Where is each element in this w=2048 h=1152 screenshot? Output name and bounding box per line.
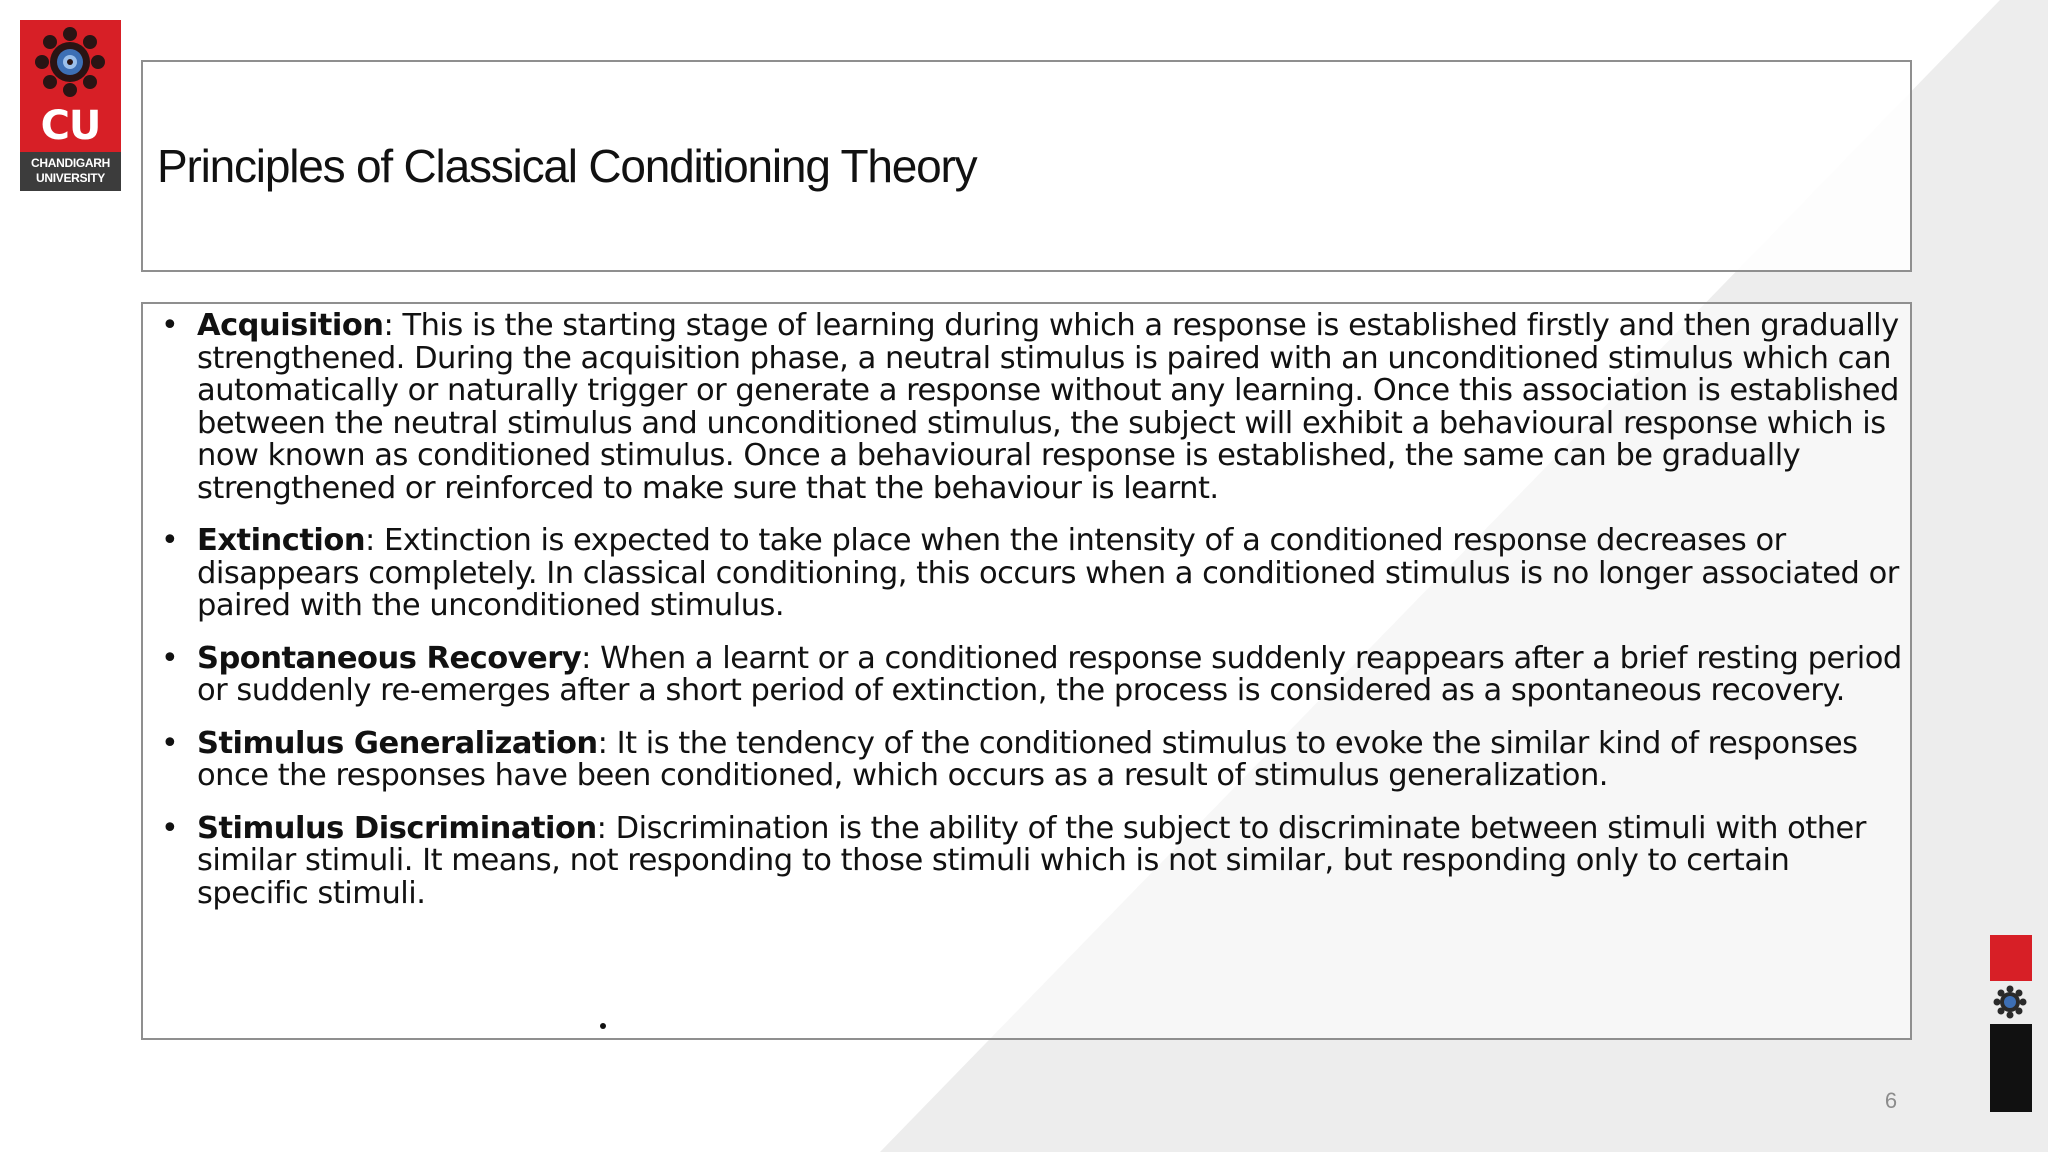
- bullet-text: : Discrimination is the ability of the subject to discriminate between stimuli with other similar stimuli. It means, not responding to those stimuli which is not similar, but responding only to certain specific stimuli.: [197, 810, 1866, 911]
- logo-name-line1: CHANDIGARH: [31, 156, 110, 170]
- bullet-marker: •: [161, 308, 179, 343]
- slide-title: Principles of Classical Conditioning Theory: [157, 140, 977, 192]
- bullet-term: Spontaneous Recovery: [197, 640, 582, 676]
- list-item: [157, 810, 1902, 911]
- stray-dot: [600, 1023, 606, 1029]
- bullet-text: : This is the starting stage of learning during which a response is established firstly and then gradually strengthened. During the acquisition phase, a neutral stimulus is paired with an unconditioned stimulus which can automatically or naturally trigger or generate a response without any learning. Once this association is established between the neutral stimulus and unconditioned stimulus, the subject will exhibit a behavioural response which is now known as conditioned stimulus. Once a behavioural response is established, the same can be gradually strengthened or reinforced to make sure that the behaviour is learnt.: [197, 308, 1899, 506]
- university-emblem-icon: [34, 26, 106, 98]
- list-item: [157, 525, 1902, 623]
- bullet-term: Stimulus Generalization: [197, 725, 598, 761]
- bullet-term: Extinction: [197, 523, 366, 558]
- side-decoration-black: [1990, 1024, 2032, 1112]
- bullet-marker: •: [161, 640, 179, 676]
- list-item: [157, 640, 1902, 708]
- bullet-text: : Extinction is expected to take place when the intensity of a conditioned response decreases or disappears completely. In classical conditioning, this occurs when a conditioned stimulus is no longer associated or paired with the unconditioned stimulus.: [197, 523, 1899, 623]
- university-logo: [20, 20, 121, 191]
- bullet-list: [157, 310, 1902, 930]
- page-number: 6: [1884, 1088, 1898, 1113]
- bullet-term: Stimulus Discrimination: [197, 810, 597, 846]
- content-placeholder: [141, 302, 1912, 1040]
- gear-icon: [1993, 985, 2027, 1019]
- list-item: [157, 310, 1902, 505]
- bullet-marker: •: [161, 810, 179, 846]
- side-decoration-red: [1990, 935, 2032, 981]
- list-item: [157, 725, 1902, 793]
- bullet-marker: •: [161, 725, 179, 761]
- logo-name-line2: UNIVERSITY: [35, 171, 105, 185]
- logo-initials: CU: [40, 103, 101, 149]
- title-placeholder: [141, 60, 1912, 272]
- bullet-text: : When a learnt or a conditioned response suddenly reappears after a brief resting period or suddenly re-emerges after a short period of extinction, the process is considered as a spontaneous recovery.: [197, 640, 1902, 708]
- bullet-marker: •: [161, 523, 179, 558]
- bullet-text: : It is the tendency of the conditioned stimulus to evoke the similar kind of responses once the responses have been conditioned, which occurs as a result of stimulus generalization.: [197, 725, 1858, 793]
- bullet-term: Acquisition: [197, 308, 384, 343]
